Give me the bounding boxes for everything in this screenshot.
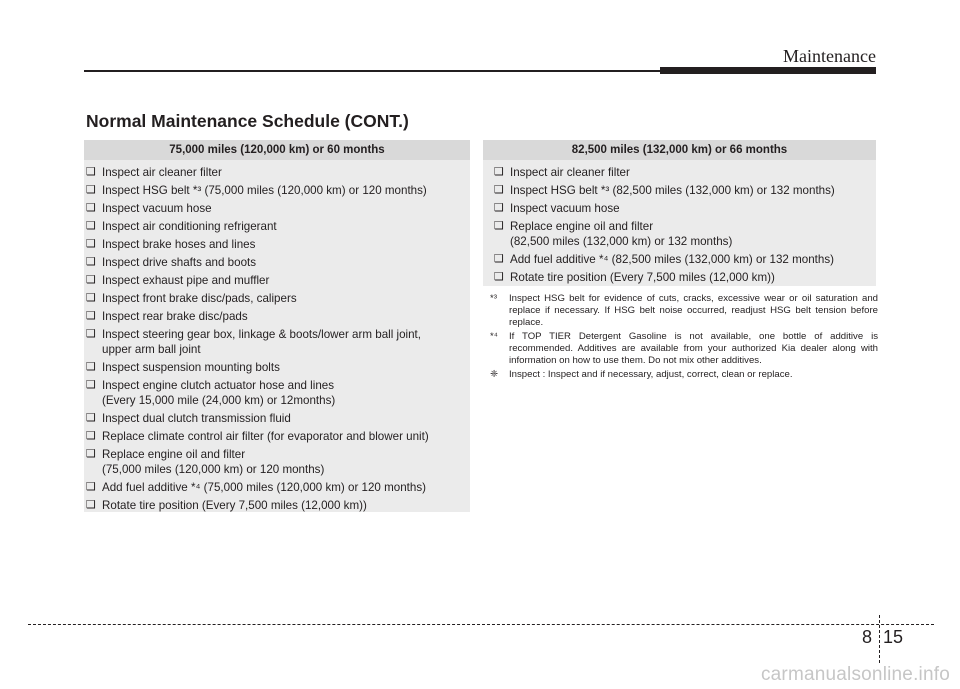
checklist-item xyxy=(86,219,472,234)
item-text: Inspect air conditioning refrigerant xyxy=(102,220,277,233)
checkbox-icon: ❑ xyxy=(86,328,96,340)
item-text: Inspect steering gear box, linkage & boots/lower arm ball joint, xyxy=(102,328,421,341)
checklist-item xyxy=(494,165,887,180)
checklist-item xyxy=(86,201,472,216)
item-text: Inspect rear brake disc/pads xyxy=(102,310,248,323)
chapter-number: 8 xyxy=(862,627,873,647)
checkbox-icon: ❑ xyxy=(86,310,96,322)
item-text: Inspect air cleaner filter xyxy=(510,166,630,179)
item-text-continued: (82,500 miles (132,000 km) or 132 months) xyxy=(510,235,733,248)
checklist-item xyxy=(494,201,887,216)
checklist-item xyxy=(86,429,472,444)
page-number: 15 xyxy=(883,627,904,647)
footer-divider xyxy=(879,615,880,663)
checkbox-icon: ❑ xyxy=(86,481,96,493)
checklist-item xyxy=(86,165,472,180)
item-text: Inspect brake hoses and lines xyxy=(102,238,256,251)
checklist-item xyxy=(86,327,472,357)
item-text-continued: (Every 15,000 mile (24,000 km) or 12months) xyxy=(102,394,336,407)
item-text: Inspect drive shafts and boots xyxy=(102,256,257,269)
item-text: Inspect exhaust pipe and muffler xyxy=(102,274,270,287)
section-title: Maintenance xyxy=(783,46,876,66)
item-text: Replace engine oil and filter xyxy=(510,220,654,233)
item-text: Inspect air cleaner filter xyxy=(102,166,222,179)
checklist-item xyxy=(86,309,472,324)
footnote-marker: *⁴ xyxy=(490,331,498,342)
checklist-item xyxy=(86,291,472,306)
item-text: Add fuel additive *⁴ (75,000 miles (120,000 km) or 120 months) xyxy=(102,481,426,494)
item-text: Add fuel additive *⁴ (82,500 miles (132,000 km) or 132 months) xyxy=(510,253,834,266)
checkbox-icon: ❑ xyxy=(86,361,96,373)
checklist-item xyxy=(86,498,472,513)
schedule-box-75000 xyxy=(84,140,470,512)
checklist-item xyxy=(86,237,472,252)
item-text-continued: upper arm ball joint xyxy=(102,343,201,356)
checkbox-icon: ❑ xyxy=(86,220,96,232)
footnote-marker: ❈ xyxy=(490,369,499,380)
checklist-item xyxy=(494,270,887,285)
checkbox-icon: ❑ xyxy=(86,430,96,442)
item-text: Inspect HSG belt *³ (82,500 miles (132,000 km) or 132 months) xyxy=(510,184,835,197)
schedule-heading-75000: 75,000 miles (120,000 km) or 60 months xyxy=(84,140,470,160)
checklist-item xyxy=(86,183,472,198)
schedule-box-82500 xyxy=(483,140,876,286)
page-heading: Normal Maintenance Schedule (CONT.) xyxy=(86,111,409,131)
footnote xyxy=(490,369,878,381)
checklist-82500 xyxy=(483,160,876,285)
schedule-heading-82500: 82,500 miles (132,000 km) or 66 months xyxy=(483,140,876,160)
checkbox-icon: ❑ xyxy=(494,202,504,214)
item-text: Inspect HSG belt *³ (75,000 miles (120,000 km) or 120 months) xyxy=(102,184,427,197)
item-text: Replace climate control air filter (for evaporator and blower unit) xyxy=(102,430,429,443)
item-text: Replace engine oil and filter xyxy=(102,448,246,461)
footer-rule xyxy=(28,624,934,625)
header-rule-thin xyxy=(84,70,660,72)
footnote-text: If TOP TIER Detergent Gasoline is not available, one bottle of additive is recommended. Additives are available from your authorized Kia dealer along with information on how to use them. Do not mix other additives. xyxy=(509,331,878,366)
footnote xyxy=(490,293,878,329)
checkbox-icon: ❑ xyxy=(86,238,96,250)
checkbox-icon: ❑ xyxy=(86,448,96,460)
checkbox-icon: ❑ xyxy=(86,202,96,214)
checkbox-icon: ❑ xyxy=(494,271,504,283)
item-text: Rotate tire position (Every 7,500 miles (12,000 km)) xyxy=(102,499,367,512)
watermark: carmanualsonline.info xyxy=(760,664,950,685)
checkbox-icon: ❑ xyxy=(86,412,96,424)
checklist-item xyxy=(494,252,887,267)
item-text: Inspect front brake disc/pads, calipers xyxy=(102,292,297,305)
checkbox-icon: ❑ xyxy=(86,166,96,178)
checkbox-icon: ❑ xyxy=(494,220,504,232)
checklist-item xyxy=(86,360,472,375)
checkbox-icon: ❑ xyxy=(86,256,96,268)
footnotes xyxy=(490,293,878,383)
footnote-marker: *³ xyxy=(490,293,497,304)
checklist-item xyxy=(86,480,472,495)
footnote-text: Inspect : Inspect and if necessary, adjust, correct, clean or replace. xyxy=(509,369,793,380)
item-text: Inspect suspension mounting bolts xyxy=(102,361,280,374)
checkbox-icon: ❑ xyxy=(494,184,504,196)
item-text: Inspect engine clutch actuator hose and lines xyxy=(102,379,335,392)
header-rule-thick xyxy=(660,67,876,74)
item-text-continued: (75,000 miles (120,000 km) or 120 months) xyxy=(102,463,325,476)
checklist-item xyxy=(494,183,887,198)
checkbox-icon: ❑ xyxy=(86,292,96,304)
footnote-text: Inspect HSG belt for evidence of cuts, cracks, excessive wear or oil saturation and replace if necessary. If HSG belt noise occurred, readjust HSG belt tension before replace. xyxy=(509,293,878,328)
checklist-item xyxy=(86,378,472,408)
checkbox-icon: ❑ xyxy=(86,379,96,391)
footnote xyxy=(490,331,878,367)
checklist-item xyxy=(86,273,472,288)
checkbox-icon: ❑ xyxy=(86,499,96,511)
checkbox-icon: ❑ xyxy=(86,184,96,196)
checklist-75000 xyxy=(84,160,470,513)
item-text: Inspect vacuum hose xyxy=(510,202,620,215)
item-text: Rotate tire position (Every 7,500 miles (12,000 km)) xyxy=(510,271,775,284)
item-text: Inspect dual clutch transmission fluid xyxy=(102,412,291,425)
checkbox-icon: ❑ xyxy=(494,166,504,178)
checklist-item xyxy=(86,411,472,426)
checklist-item xyxy=(494,219,887,249)
checkbox-icon: ❑ xyxy=(86,274,96,286)
item-text: Inspect vacuum hose xyxy=(102,202,212,215)
checkbox-icon: ❑ xyxy=(494,253,504,265)
checklist-item xyxy=(86,255,472,270)
checklist-item xyxy=(86,447,472,477)
